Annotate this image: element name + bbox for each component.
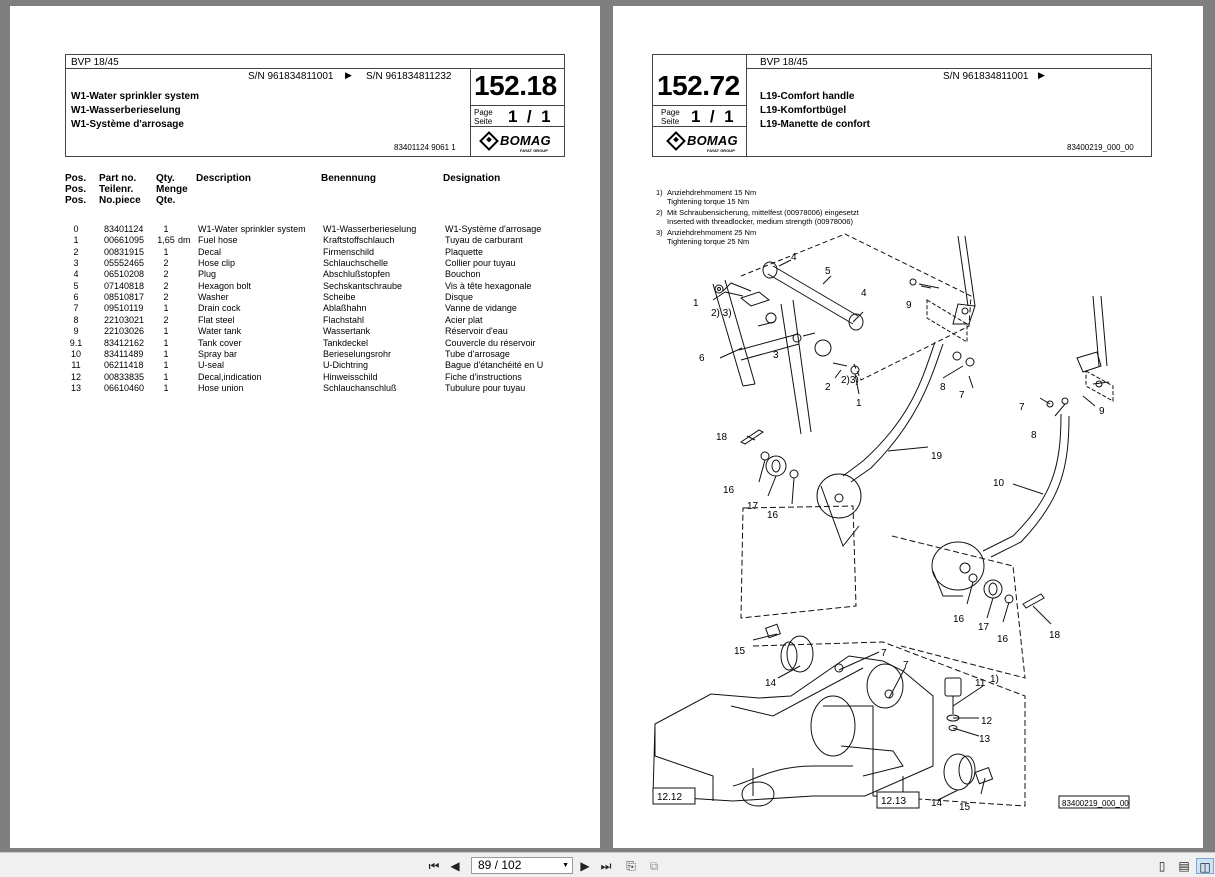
cell-qty: 2 <box>163 292 169 303</box>
callout-label: 2 <box>825 382 831 393</box>
cell-pos: 2 <box>73 246 79 257</box>
cell-part: 00833835 <box>104 371 145 382</box>
cell-de: Tankdeckel <box>323 337 369 348</box>
cell-fr: Tube d'arrosage <box>445 348 510 359</box>
callout-label: 9 <box>1099 406 1105 417</box>
table-row <box>10 372 600 383</box>
page-label: Page <box>474 108 493 117</box>
cell-pos: 8 <box>73 314 79 325</box>
col-description-header: Description <box>196 173 252 184</box>
cell-fr: Tubulure pour tuyau <box>445 382 526 393</box>
cell-qty: 1 <box>163 382 169 393</box>
note-number: 3) <box>656 228 663 237</box>
col-part-header: Part no. Teilenr. No.piece <box>99 173 141 206</box>
cell-de: Berieselungsrohr <box>323 348 392 359</box>
page-of: 1 / 1 <box>508 107 551 126</box>
cell-fr: W1-Système d'arrosage <box>445 224 542 234</box>
callout-label: 19 <box>931 451 943 462</box>
cell-desc: Spray bar <box>198 348 238 359</box>
cell-part: 05552465 <box>104 258 145 269</box>
cell-qty: 1 <box>163 371 169 382</box>
next-page-icon[interactable]: ▶ <box>580 859 590 873</box>
first-page-icon[interactable]: ⏮ <box>428 859 440 873</box>
table-row <box>10 303 600 314</box>
table-row <box>10 292 600 303</box>
table-row <box>10 349 600 360</box>
page-number-input[interactable]: 89 / 102 ▼ <box>471 857 573 874</box>
cell-de: Flachstahl <box>323 314 365 325</box>
cell-part: 22103021 <box>104 314 145 325</box>
page-number: 152.18 <box>474 70 557 101</box>
table-row <box>10 247 600 258</box>
callout-label: 13 <box>979 734 991 745</box>
callout-label: 14 <box>931 798 943 809</box>
cell-part: 09510119 <box>104 303 144 314</box>
callout-label: 15 <box>959 802 971 813</box>
callout-label: 7 <box>1019 402 1025 413</box>
table-row <box>10 281 600 292</box>
cell-de: Schlauchanschluß <box>323 382 397 393</box>
col-benennung-header: Benennung <box>321 173 376 184</box>
cell-desc: Water tank <box>198 326 242 337</box>
cell-part: 06610460 <box>104 382 145 393</box>
cell-de: U-Dichtring <box>323 360 369 371</box>
last-page-icon[interactable]: ⏭ <box>600 859 612 873</box>
prev-page-icon[interactable]: ◀ <box>450 859 460 873</box>
callout-label: 18 <box>716 432 728 443</box>
cell-fr: Couvercle du réservoir <box>445 337 536 348</box>
callout-label: 2)3) <box>841 375 859 386</box>
page-of: 1 / 1 <box>691 107 734 126</box>
viewer-toolbar <box>0 852 1215 877</box>
cell-fr: Réservoir d'eau <box>445 326 508 337</box>
callout-label: 8 <box>1031 430 1037 441</box>
note-text: Tightening torque 25 Nm <box>667 237 750 246</box>
callout-label: 6 <box>699 353 705 364</box>
note-number: 1) <box>656 188 663 197</box>
cell-desc: U-seal <box>198 360 225 371</box>
reference-label: 12.12 <box>657 792 683 803</box>
cell-desc: Hexagon bolt <box>198 280 252 291</box>
callout-label: 12 <box>981 716 993 727</box>
cell-fr: Vanne de vidange <box>445 303 517 314</box>
callout-label: 10 <box>993 478 1005 489</box>
note-text: Anziehdrehmoment 25 Nm <box>667 228 757 237</box>
cell-de: W1-Wasserberieselung <box>323 224 417 234</box>
cell-desc: Tank cover <box>198 337 242 348</box>
callout-label: 8 <box>940 382 946 393</box>
cell-pos: 0 <box>73 224 79 234</box>
cell-fr: Fiche d'instructions <box>445 371 522 382</box>
note-text: Anziehdrehmoment 15 Nm <box>667 188 757 197</box>
cell-part: 07140818 <box>104 280 145 291</box>
cell-part: 22103026 <box>104 326 145 337</box>
cell-fr: Vis à tête hexagonale <box>445 280 532 291</box>
callout-label: 4 <box>791 252 797 263</box>
cell-pos: 1 <box>73 235 79 246</box>
col-qty-header: Qty. Menge Qte. <box>156 173 188 206</box>
table-row <box>10 269 600 280</box>
continuous-page-icon[interactable]: ▤ <box>1178 859 1190 873</box>
cell-qty: 1 <box>163 326 169 337</box>
cell-qty: 1 <box>163 360 169 371</box>
callout-label: 16 <box>767 510 779 521</box>
cell-pos: 11 <box>71 360 81 371</box>
cell-de: Ablaßhahn <box>323 303 367 314</box>
callout-label: 1 <box>693 298 699 309</box>
title-block-border <box>65 54 565 55</box>
callout-label: 16 <box>723 485 735 496</box>
callout-label: 7 <box>881 648 887 659</box>
title-de: W1-Wasserberieselung <box>71 105 181 116</box>
note-number: 2) <box>656 208 663 217</box>
cell-part: 06211418 <box>104 360 144 371</box>
cell-pos: 9.1 <box>69 337 83 348</box>
callout-label: 1 <box>856 398 862 409</box>
cell-part: 00831915 <box>104 246 145 257</box>
table-row <box>10 224 600 235</box>
right-page: 152.72 BVP 18/45 S/N 961834811001 ▶ L19-Comfort handle L19-Komfortbügel L19-Manette de confort Page Seite 1 / 1 83400219_000_00 BOMAG FAYAT GROUP 1) Anziehdrehmoment 15 Nm Tightening torque 15 Nm 2) Mit Schraubensicherung, mittelfest (00978006) eingesetzt Inserted with threadlocker, medium strength (00978006) 3) Anziehdrehmoment 25 Nm Tightening torque 25 Nm 4 5 1 2) 3) 3 4 6 2 2)3) 1 9 8 7 9 7 8 18 19 16 17 16 10 16 17 16 18 15 14 7 7 11 1) 12 13 14 15 12.12 12.13 83400219_000_00 <box>613 6 1203 848</box>
cell-qty: 1 <box>163 303 169 314</box>
cell-fr: Disque <box>445 292 474 303</box>
callout-label: 7 <box>959 390 965 401</box>
callout-label: 17 <box>978 622 990 633</box>
cell-qty: 2 <box>163 314 169 325</box>
cell-de: Sechskantschraube <box>323 280 403 291</box>
reference-label: 12.13 <box>881 796 907 807</box>
seite-label: Seite <box>661 117 680 126</box>
cell-qty: 2 <box>163 258 169 269</box>
table-row <box>10 326 600 337</box>
bomag-logo-icon <box>479 131 499 151</box>
single-page-icon[interactable]: ▯ <box>1158 859 1166 873</box>
cell-desc: Hose clip <box>198 258 236 269</box>
page-number: 152.72 <box>657 70 740 101</box>
cell-de: Hinweisschild <box>323 371 378 382</box>
cell-de: Kraftstoffschlauch <box>323 235 395 246</box>
cell-part: 83401124 <box>104 224 144 234</box>
cell-qty: 1 <box>163 246 169 257</box>
callout-label: 1) <box>990 674 999 685</box>
title-en: W1-Water sprinkler system <box>71 91 200 102</box>
cell-fr: Collier pour tuyau <box>445 258 516 269</box>
callout-label: 3 <box>773 350 779 361</box>
cell-desc: Flat steel <box>198 314 235 325</box>
cell-desc: Decal,indication <box>198 371 262 382</box>
exploded-parts-diagram <box>613 6 1203 848</box>
callout-label: 17 <box>747 501 759 512</box>
note-text: Mit Schraubensicherung, mittelfest (00978006) eingesetzt <box>667 208 859 217</box>
serial-from: S/N 961834811001 <box>248 71 334 82</box>
model-label: BVP 18/45 <box>71 57 119 68</box>
table-row <box>10 383 600 394</box>
title-en: L19-Comfort handle <box>760 91 855 102</box>
cell-unit: dm <box>178 235 191 246</box>
callout-label: 11 <box>975 678 986 689</box>
page-label: Page <box>661 108 680 117</box>
cell-desc: Plug <box>198 269 217 280</box>
cell-desc: Hose union <box>198 382 244 393</box>
col-pos-header: Pos. Pos. Pos. <box>65 173 87 206</box>
callout-label: 9 <box>906 300 912 311</box>
cell-fr: Acier plat <box>445 314 483 325</box>
bomag-logo: BOMAG <box>482 133 551 148</box>
callout-label: 14 <box>765 678 777 689</box>
cell-pos: 4 <box>73 269 79 280</box>
serial-from: S/N 961834811001 <box>943 71 1029 82</box>
table-row <box>10 235 600 246</box>
title-de: L19-Komfortbügel <box>760 105 847 116</box>
cell-part: 06510208 <box>104 269 145 280</box>
table-row <box>10 315 600 326</box>
cell-de: Schlauchschelle <box>323 258 389 269</box>
cell-desc: W1-Water sprinkler system <box>198 224 306 234</box>
drawing-code: 83400219_000_00 <box>1062 799 1129 808</box>
table-row <box>10 258 600 269</box>
serial-to: S/N 961834811232 <box>366 71 452 82</box>
callout-label: 2) 3) <box>711 308 732 319</box>
two-page-icon[interactable]: ◫ <box>1196 858 1214 874</box>
cell-desc: Decal <box>198 246 222 257</box>
chevron-down-icon[interactable]: ▼ <box>562 862 569 869</box>
doc-code: 83400219_000_00 <box>1067 143 1134 152</box>
col-designation-header: Designation <box>443 173 501 184</box>
cell-pos: 6 <box>73 292 79 303</box>
callout-label: 15 <box>734 646 746 657</box>
cell-pos: 3 <box>73 258 79 269</box>
cell-fr: Bouchon <box>445 269 481 280</box>
cell-qty: 1 <box>163 337 169 348</box>
cell-pos: 9 <box>73 326 79 337</box>
cell-de: Wassertank <box>323 326 371 337</box>
cell-pos: 13 <box>70 382 81 393</box>
doc-code: 83401124 9061 1 <box>394 143 456 152</box>
arrow-right-icon: ▶ <box>1038 70 1045 80</box>
model-label: BVP 18/45 <box>760 57 808 68</box>
cell-part: 00661095 <box>104 235 145 246</box>
cell-pos: 12 <box>70 371 81 382</box>
cell-pos: 10 <box>70 348 81 359</box>
cell-pos: 7 <box>73 303 79 314</box>
title-fr: L19-Manette de confort <box>760 119 871 130</box>
cell-desc: Drain cock <box>198 303 241 314</box>
callout-label: 16 <box>997 634 1009 645</box>
cell-desc: Fuel hose <box>198 235 238 246</box>
callout-label: 5 <box>825 266 831 277</box>
rotate-icon[interactable]: ⎘ <box>626 859 636 873</box>
cell-qty: 2 <box>163 269 169 280</box>
note-text: Tightening torque 15 Nm <box>667 197 750 206</box>
cell-qty: 1 <box>163 348 169 359</box>
note-text: Inserted with threadlocker, medium strength (00978006) <box>667 217 853 226</box>
title-fr: W1-Système d'arrosage <box>71 119 184 130</box>
seite-label: Seite <box>474 117 493 126</box>
callout-label: 7 <box>903 660 909 671</box>
cell-part: 83412162 <box>104 337 145 348</box>
cell-de: Abschlußstopfen <box>323 269 391 280</box>
cell-pos: 5 <box>73 280 79 291</box>
cell-part: 08510817 <box>104 292 145 303</box>
cell-qty: 1,65 <box>157 235 175 246</box>
cell-fr: Tuyau de carburant <box>445 235 523 246</box>
cell-part: 83411489 <box>104 348 144 359</box>
callout-label: 4 <box>861 288 867 299</box>
left-page: BVP 18/45 S/N 961834811001 ▶ S/N 961834811232 152.18 W1-Water sprinkler system W1-Wasserberieselung W1-Système d'arrosage Page Seite 1 / 1 83401124 9061 1 BOMAG FAYAT GROUP Pos. Pos. Pos. Part no. Teilenr. No.piece Qty. Menge Qte. Description Benennung Designation 0 83401124 1 W1-Water sprinkler system W1-Wasserberieselung W1-Système d'arrosage 1 00661095 1,65 dm Fuel hose Kraftstoffschlauch Tuyau de carburant 2 00831915 1 Decal Firmenschild Plaquette 3 05552465 2 Hose clip Schlauchschelle Collier pour tuyau 4 06510208 2 Plug Abschlußstopfen Bouchon 5 07140818 2 Hexagon bolt Sechskantschraube Vis à tête hexagonale 6 08510817 2 Washer Scheibe Disque 7 09510119 1 Drain cock Ablaßhahn Vanne de vidange 8 22103021 2 Flat steel Flachstahl Acier plat 9 22103026 1 Water tank Wassertank Réservoir d'eau 9.1 83412162 1 Tank cover Tankdeckel Couvercle du réservoir 10 83411489 1 Spray bar Berieselungsrohr Tube d'arrosage 11 06211418 1 U-seal U-Dichtring Bague d'étanchéité en U 12 00833835 1 Decal,indication Hinweisschild Fiche d'instructions 13 06610460 1 Hose union Schlauchanschluß Tubulure pour tuyau <box>10 6 600 848</box>
cell-fr: Bague d'étanchéité en U <box>445 360 544 371</box>
bomag-logo: BOMAG <box>669 133 738 148</box>
callout-label: 18 <box>1049 630 1061 641</box>
cell-de: Scheibe <box>323 292 356 303</box>
cell-desc: Washer <box>198 292 229 303</box>
table-row <box>10 360 600 371</box>
cell-qty: 1 <box>163 224 169 234</box>
cell-de: Firmenschild <box>323 246 375 257</box>
copy-icon[interactable]: ⧉ <box>649 859 659 873</box>
arrow-right-icon: ▶ <box>345 70 352 80</box>
cell-qty: 2 <box>163 280 169 291</box>
table-row <box>10 338 600 349</box>
cell-fr: Plaquette <box>445 246 484 257</box>
callout-label: 16 <box>953 614 965 625</box>
